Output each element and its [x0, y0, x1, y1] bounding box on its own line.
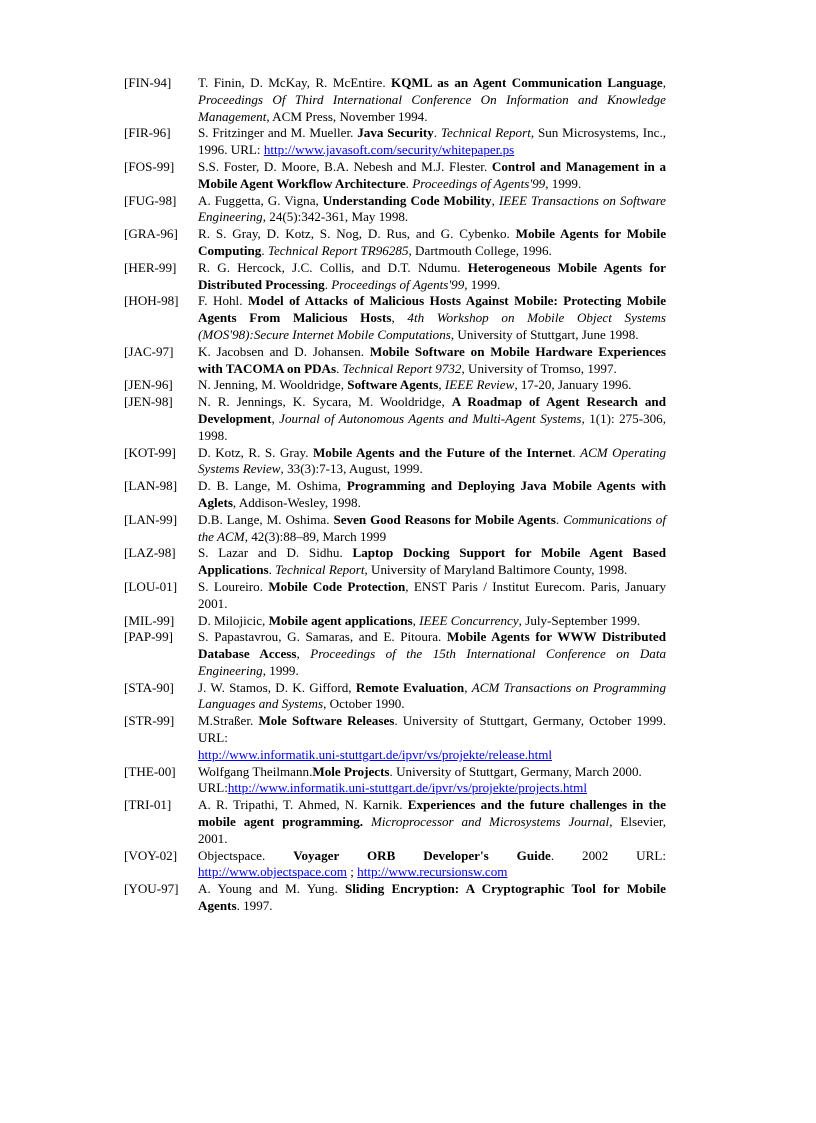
reference-key: [MIL-99]: [124, 612, 175, 628]
reference-key: [JEN-96]: [124, 377, 173, 393]
reference-text-segment: Objectspace.: [198, 847, 294, 863]
reference-text-segment: .: [405, 175, 413, 191]
reference-venue: Proceedings of Agents'99: [331, 276, 465, 292]
reference-text: [198, 193, 666, 227]
reference-text-segment: T. Finin, D. McKay, R. McEntire.: [198, 75, 392, 90]
reference-text-segment: , ACM Press, November 1994.: [266, 108, 428, 124]
reference-entry: [124, 545, 666, 579]
reference-url-link[interactable]: http://www.recursionsw.com: [357, 864, 508, 880]
reference-text-segment: , Sun Microsystems, Inc., 1996. URL:: [198, 125, 667, 158]
reference-venue: ACM Transactions on Programming Languages and Systems: [198, 679, 666, 712]
reference-text-segment: ,: [662, 75, 666, 90]
reference-text-segment: N. R. Jennings, K. Sycara, M. Wooldridge,: [198, 394, 452, 410]
reference-text-segment: , July-September 1999.: [518, 612, 641, 628]
reference-venue: 4th Workshop on Mobile Object Systems (MOS'98):Secure Internet Mobile Computations: [198, 310, 666, 342]
reference-entry: [124, 613, 666, 630]
reference-title: Remote Evaluation: [355, 679, 465, 695]
reference-title: KQML as an Agent Communication Language: [391, 75, 663, 90]
reference-key: [LAZ-98]: [124, 545, 176, 561]
reference-text-segment: ,: [464, 679, 472, 695]
reference-text-segment: . 1997.: [236, 898, 273, 914]
reference-entry: [124, 478, 666, 512]
reference-text-segment: S. Papastavrou, G. Samaras, and E. Pitoura.: [198, 629, 447, 645]
reference-text-segment: ,: [296, 646, 311, 662]
reference-text-segment: , 1999.: [262, 662, 299, 678]
reference-key: [KOT-99]: [124, 444, 176, 460]
reference-text-segment: D. B. Lange, M. Oshima,: [198, 478, 347, 494]
reference-text-segment: D.B. Lange, M. Oshima.: [198, 511, 334, 527]
reference-venue: Proceedings Of Third International Conference On Information and Knowledge Management: [198, 91, 666, 124]
reference-text: [198, 629, 666, 679]
reference-venue: Communications of the ACM: [198, 511, 666, 544]
reference-text-segment: , 42(3):88–89, March 1999: [244, 528, 387, 544]
reference-text: [198, 478, 666, 512]
reference-key: [FIR-96]: [124, 125, 171, 141]
reference-entry: [124, 193, 666, 227]
reference-entry: [124, 125, 666, 159]
reference-venue: Proceedings of Agents'99: [412, 175, 546, 191]
reference-key: [HOH-98]: [124, 293, 179, 309]
reference-url-link[interactable]: http://www.informatik.uni-stuttgart.de/ipvr/vs/projekte/release.html: [198, 746, 553, 762]
reference-title: Mole Projects: [312, 763, 390, 779]
reference-list: [124, 75, 666, 915]
reference-venue: Journal of Autonomous Agents and Multi-Agent Systems,: [279, 410, 585, 426]
reference-text-segment: F. Hohl.: [198, 293, 248, 309]
reference-text-segment: , Elsevier, 2001.: [198, 814, 667, 846]
reference-title: Experiences and the future challenges in the mobile agent programming.: [198, 797, 666, 830]
reference-key: [STR-99]: [124, 713, 175, 729]
reference-text-segment: .: [572, 444, 581, 460]
reference-title: Mobile Software on Mobile Hardware Experiences with TACOMA on PDAs: [198, 343, 666, 376]
reference-text: [198, 613, 666, 630]
reference-title: Control and Management in a Mobile Agent Workflow Architecture: [198, 158, 666, 191]
reference-title: Model of Attacks of Malicious Hosts Against Mobile: Protecting Mobile Agents From Malicious Hosts: [198, 293, 667, 326]
reference-entry: [124, 260, 666, 294]
reference-title: Java Security: [357, 125, 434, 141]
reference-text: [198, 579, 666, 613]
reference-text-segment: , Dartmouth College, 1996.: [408, 242, 552, 258]
reference-text-segment: , University of Stuttgart, June 1998.: [450, 326, 639, 342]
reference-title: Mobile Agents for Mobile Computing: [198, 226, 667, 258]
reference-key: [PAP-99]: [124, 629, 173, 645]
reference-entry: [124, 226, 666, 260]
reference-key: [JAC-97]: [124, 343, 174, 359]
reference-text-segment: , 17-20, January 1996.: [514, 377, 632, 393]
reference-title: Laptop Docking Support for Mobile Agent Based Applications: [198, 545, 667, 578]
reference-text-segment: S. Fritzinger and M. Mueller.: [198, 125, 358, 141]
reference-text-segment: ,: [491, 192, 499, 208]
reference-text: [198, 545, 666, 579]
reference-text-segment: . University of Stuttgart, Germany, October 1999. URL:: [198, 713, 666, 746]
reference-venue: Proceedings of the 15th International Conference on Data Engineering: [198, 646, 667, 678]
reference-entry: [124, 75, 666, 125]
reference-title: A Roadmap of Agent Research and Development: [198, 394, 666, 426]
reference-text-segment: A. Young and M. Yung.: [198, 881, 345, 897]
reference-entry: [124, 713, 666, 763]
reference-text-segment: D. Kotz, R. S. Gray.: [198, 444, 313, 460]
reference-text-segment: S.S. Foster, D. Moore, B.A. Nebesh and M.J. Flester.: [198, 158, 492, 174]
reference-url-link[interactable]: http://www.informatik.uni-stuttgart.de/ipvr/vs/projekte/projects.html: [227, 780, 587, 796]
reference-venue: IEEE Concurrency: [419, 612, 519, 628]
reference-text: [198, 293, 666, 343]
reference-text-segment: S. Loureiro.: [198, 578, 269, 594]
reference-text-segment: K. Jacobsen and D. Johansen.: [198, 343, 370, 359]
reference-entry: [124, 881, 666, 915]
reference-text: [198, 159, 666, 193]
reference-text-segment: URL:: [198, 780, 228, 796]
reference-entry: [124, 512, 666, 546]
reference-entry: [124, 764, 666, 798]
reference-key: [THE-00]: [124, 763, 176, 779]
reference-entry: [124, 394, 666, 444]
reference-entry: [124, 797, 666, 847]
reference-text-segment: ,: [412, 612, 420, 628]
reference-title: Mole Software Releases: [258, 713, 395, 729]
reference-text-segment: , University of Maryland Baltimore County, 1998.: [364, 562, 628, 578]
reference-text: [198, 226, 666, 260]
reference-text-segment: .: [324, 276, 332, 292]
reference-text: [198, 680, 666, 714]
reference-venue: IEEE Transactions on Software Engineering: [198, 192, 666, 225]
reference-text-segment: , October 1990.: [323, 696, 405, 712]
reference-key: [VOY-02]: [124, 847, 178, 863]
reference-text: [198, 260, 666, 294]
reference-title: Mobile Agents for WWW Distributed Database Access: [198, 629, 666, 662]
reference-text-segment: R. S. Gray, D. Kotz, S. Nog, D. Rus, and G. Cybenko.: [198, 226, 516, 242]
reference-text-segment: A. R. Tripathi, T. Ahmed, N. Karnik.: [198, 797, 408, 813]
reference-text-segment: , University of Tromso, 1997.: [461, 360, 617, 376]
reference-title: Mobile agent applications: [268, 612, 413, 628]
reference-text-segment: .: [555, 511, 564, 527]
reference-venue: Technical Report: [440, 125, 531, 141]
reference-entry: [124, 680, 666, 714]
reference-venue: Technical Report 9732: [342, 360, 462, 376]
reference-venue: Technical Report: [275, 562, 365, 578]
reference-key: [STA-90]: [124, 679, 174, 695]
reference-text-segment: R. G. Hercock, J.C. Collis, and D.T. Ndumu.: [198, 259, 468, 275]
reference-title: Sliding Encryption: A Cryptographic Tool for Mobile Agents: [198, 881, 666, 914]
reference-text: [198, 75, 666, 125]
reference-entry: [124, 377, 666, 394]
reference-title: Heterogeneous Mobile Agents for Distributed Processing: [198, 259, 666, 292]
reference-text-segment: , 1999.: [464, 276, 501, 292]
reference-venue: Microprocessor and Microsystems Journal: [370, 814, 610, 830]
reference-entry: [124, 848, 666, 882]
reference-venue: Technical Report TR96285: [267, 242, 409, 258]
reference-text: [198, 377, 666, 394]
reference-title: Mobile Code Protection: [268, 578, 406, 594]
reference-text-segment: S. Lazar and D. Sidhu.: [198, 545, 353, 561]
reference-text: [198, 512, 666, 546]
reference-entry: [124, 344, 666, 378]
reference-title: Voyager ORB Developer's Guide: [293, 847, 551, 863]
reference-text-segment: , Addison-Wesley, 1998.: [232, 494, 361, 510]
reference-text-segment: , 24(5):342-361, May 1998.: [262, 209, 409, 225]
reference-entry: [124, 629, 666, 679]
reference-text-segment: D. Milojicic,: [198, 612, 269, 628]
reference-key: [FIN-94]: [124, 75, 172, 90]
reference-text-segment: ;: [346, 864, 358, 880]
reference-key: [JEN-98]: [124, 394, 173, 410]
reference-entry: [124, 159, 666, 193]
reference-text: [198, 445, 666, 479]
reference-text-segment: .: [268, 562, 276, 578]
reference-text: [198, 848, 666, 882]
reference-key: [HER-99]: [124, 259, 177, 275]
reference-entry: [124, 445, 666, 479]
reference-key: [FUG-98]: [124, 192, 177, 208]
reference-title: Programming and Deploying Java Mobile Agents with Aglets: [198, 478, 666, 510]
reference-key: [FOS-99]: [124, 158, 175, 174]
reference-text-segment: ,: [271, 410, 280, 426]
reference-text-segment: , ENST Paris / Institut Eurecom. Paris, January 2001.: [198, 578, 667, 611]
reference-text-segment: .: [433, 125, 441, 141]
reference-text-segment: , 33(3):7-13, August, 1999.: [280, 461, 423, 477]
reference-text-segment: M.Straßer.: [198, 713, 259, 729]
reference-text-segment: A. Fuggetta, G. Vigna,: [198, 192, 323, 208]
reference-text: [198, 764, 666, 798]
reference-entry: [124, 579, 666, 613]
reference-text-segment: [363, 814, 371, 829]
reference-text: [198, 797, 666, 847]
reference-key: [LAN-98]: [124, 478, 178, 494]
reference-text: [198, 344, 666, 378]
reference-key: [GRA-96]: [124, 226, 178, 242]
reference-title: Seven Good Reasons for Mobile Agents: [333, 511, 556, 527]
reference-text-segment: Wolfgang Theilmann.: [198, 763, 313, 779]
reference-text: [198, 394, 666, 444]
reference-url-link[interactable]: http://www.javasoft.com/security/whitepaper.ps: [263, 142, 515, 158]
reference-title: Understanding Code Mobility: [322, 192, 492, 208]
reference-text: [198, 125, 666, 159]
reference-key: [LOU-01]: [124, 578, 178, 594]
reference-text-segment: J. W. Stamos, D. K. Gifford,: [198, 679, 356, 695]
reference-text-segment: 1(1): 275-306, 1998.: [198, 410, 666, 443]
reference-text-segment: . University of Stuttgart, Germany, March 2000.: [389, 763, 642, 779]
reference-entry: [124, 293, 666, 343]
reference-title: Software Agents: [347, 377, 439, 393]
reference-text-segment: .: [336, 360, 343, 376]
reference-text-segment: , 1999.: [545, 175, 582, 191]
reference-text-segment: .: [261, 242, 268, 258]
reference-text-segment: ,: [391, 310, 408, 326]
reference-key: [LAN-99]: [124, 511, 178, 527]
reference-text-segment: N. Jenning, M. Wooldridge,: [198, 377, 348, 393]
reference-venue: IEEE Review: [444, 377, 515, 393]
reference-venue: ACM Operating Systems Review: [198, 444, 667, 477]
reference-url-link[interactable]: http://www.objectspace.com: [198, 864, 347, 880]
reference-text: [198, 881, 666, 915]
reference-key: [TRI-01]: [124, 797, 172, 813]
reference-key: [YOU-97]: [124, 881, 179, 897]
reference-text-segment: . 2002 URL:: [550, 847, 666, 863]
reference-text: [198, 713, 666, 763]
reference-title: Mobile Agents and the Future of the Internet: [312, 444, 573, 460]
reference-text-segment: ,: [438, 377, 445, 393]
